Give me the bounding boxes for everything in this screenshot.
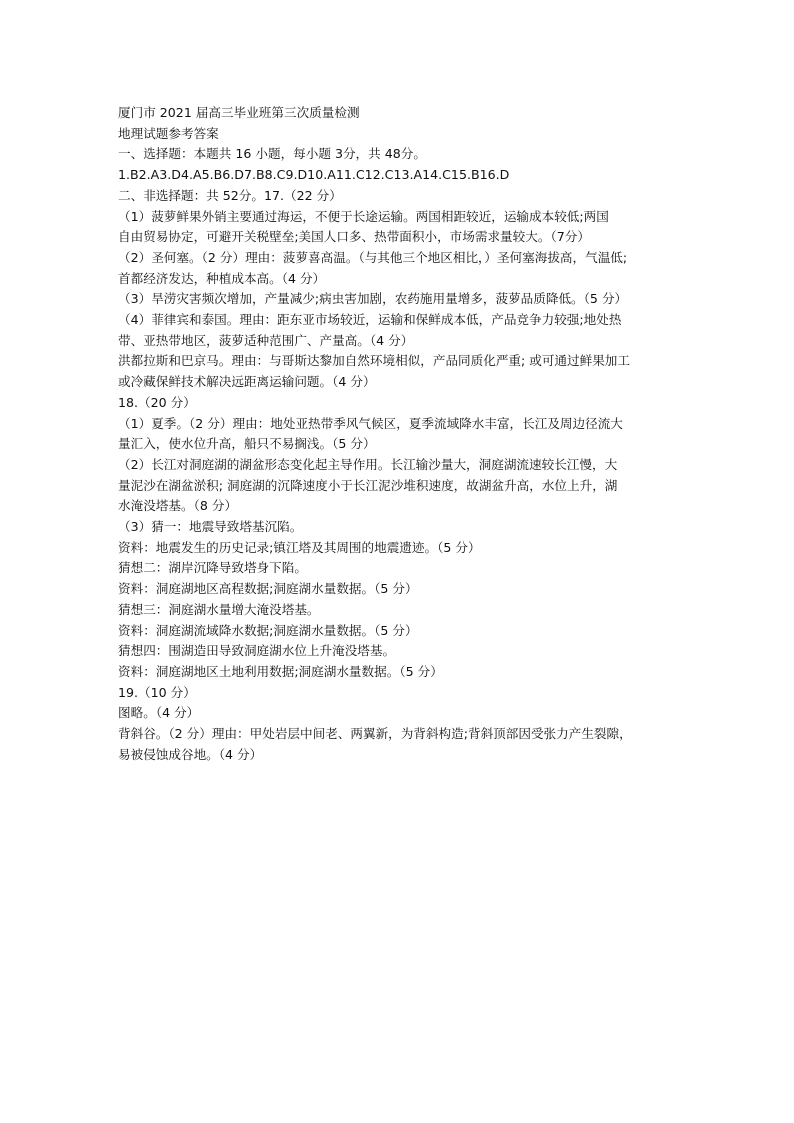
answer-line: 背斜谷。（2 分）理由：甲处岩层中间老、两翼新，为背斜构造;背斜顶部因受张力产生裂隙， [118,726,632,742]
choice-answers: 1.B2.A3.D4.A5.B6.D7.B8.C9.D10.A11.C12.C13.A14.C15.B16.D [118,167,510,183]
answer-line: 易被侵蚀成谷地。（4 分） [118,746,263,762]
section-heading-choice: 一、选择题：本题共 16 小题，每小题 3分，共 48分。 [118,146,426,162]
answer-line: 首都经济发达，种植成本高。（4 分） [118,270,326,286]
answer-line: 量泥沙在湖盆淤积; 洞庭湖的沉降速度小于长江泥沙堆积速度，故湖盆升高，水位上升，湖 [118,477,618,493]
answer-line: 资料：洞庭湖流域降水数据;洞庭湖水量数据。（5 分） [118,622,418,638]
question-heading: 18.（20 分） [118,394,196,410]
answer-line: （4）菲律宾和泰国。理由：距东亚市场较近，运输和保鲜成本低，产品竞争力较强;地处热 [118,312,622,328]
answer-document [118,103,690,766]
answer-line: （2）长江对洞庭湖的湖盆形态变化起主导作用。长江输沙量大，洞庭湖流速较长江慢，大 [118,456,618,472]
answer-line: 资料：洞庭湖地区土地利用数据;洞庭湖水量数据。（5 分） [118,663,443,679]
answer-line: （2）圣何塞。（2 分）理由：菠萝喜高温。（与其他三个地区相比，）圣何塞海拔高，气温低; [118,249,628,265]
answer-line: 洪都拉斯和巴京马。理由：与哥斯达黎加自然环境相似，产品同质化严重; 或可通过鲜果加工 [118,353,630,369]
answer-line: （1）夏季。（2 分）理由：地处亚热带季风气候区，夏季流域降水丰富，长江及周边径流大 [118,415,623,431]
answer-line: 自由贸易协定，可避开关税壁垒;美国人口多、热带面积小，市场需求量较大。（7分） [118,229,590,245]
answer-line: 资料：洞庭湖地区高程数据;洞庭湖水量数据。（5 分） [118,581,418,597]
document-title: 厦门市 2021 届高三毕业班第三次质量检测 [118,105,360,120]
answer-line: （3）猜一：地震导致塔基沉陷。 [118,519,303,535]
answer-line: 猜想四：围湖造田导致洞庭湖水位上升淹没塔基。 [118,643,396,659]
section-heading-nonchoice: 二、非选择题：共 52分。17.（22 分） [118,187,342,203]
answer-line: 量汇入，使水位升高，船只不易搁浅。（5 分） [118,436,376,452]
answer-line: 带、亚热带地区，菠萝适种范围广、产量高。（4 分） [118,332,414,348]
answer-line: （1）菠萝鲜果外销主要通过海运，不便于长途运输。两国相距较近，运输成本较低;两国 [118,208,609,224]
answer-line: 资料：地震发生的历史记录;镇江塔及其周围的地震遗迹。（5 分） [118,539,481,555]
answer-line: 或冷藏保鲜技术解决远距离运输问题。（4 分） [118,374,376,390]
question-heading: 19.（10 分） [118,684,196,700]
document-subtitle: 地理试题参考答案 [118,125,219,141]
answer-line: 猜想二：湖岸沉降导致塔身下陷。 [118,560,307,576]
answer-line: 猜想三：洞庭湖水量增大淹没塔基。 [118,601,320,617]
answer-line: 水淹没塔基。（8 分） [118,498,238,514]
answer-line: 图略。（4 分） [118,705,200,721]
answer-line: （3）旱涝灾害频次增加，产量减少;病虫害加剧，农药施用量增多，菠萝品质降低。（5 分） [118,291,628,307]
